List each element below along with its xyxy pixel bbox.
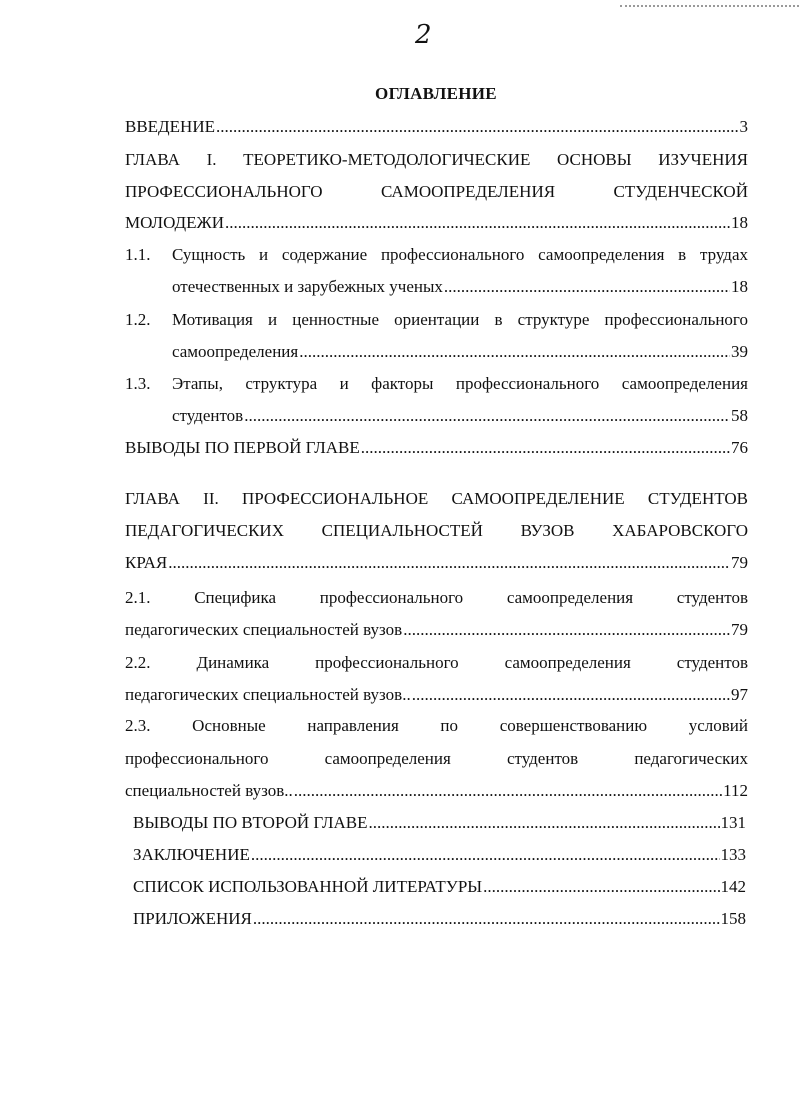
toc-page-number: 18 (731, 277, 748, 296)
toc-entry-text: самоопределения (172, 342, 299, 361)
toc-chapter-1-line2[interactable]: ПРОФЕССИОНАЛЬНОГО САМООПРЕДЕЛЕНИЯ СТУДЕНЧЕСКОЙ (125, 182, 748, 201)
leader-dots (251, 845, 720, 865)
section-number: 1.3. (125, 374, 151, 393)
toc-entry-conclusion[interactable] (133, 845, 746, 865)
toc-entry-text: МОЛОДЕЖИ (125, 213, 224, 232)
toc-entry-appendix[interactable] (133, 909, 746, 929)
toc-entry-text: СПИСОК ИСПОЛЬЗОВАННОЙ ЛИТЕРАТУРЫ (133, 877, 483, 896)
leader-dots (168, 553, 730, 573)
toc-page-number: 39 (731, 342, 748, 361)
toc-chapter-2-line1[interactable]: ГЛАВА II. ПРОФЕССИОНАЛЬНОЕ САМООПРЕДЕЛЕНИЕ СТУДЕНТОВ (125, 489, 748, 508)
toc-section-2-2-line2[interactable] (125, 685, 748, 705)
toc-section-2-1-line1[interactable]: 2.1. Специфика профессионального самоопределения студентов (125, 588, 748, 607)
toc-page-number: 142 (720, 877, 746, 896)
toc-entry-text: КРАЯ (125, 553, 168, 572)
toc-entry-text: ПРИЛОЖЕНИЯ (133, 909, 252, 928)
toc-page-number: 18 (731, 213, 748, 232)
toc-entry-text: ВЫВОДЫ ПО ВТОРОЙ ГЛАВЕ (133, 813, 368, 832)
toc-entry-text: педагогических специальностей вузов.. (125, 685, 411, 704)
toc-chapter-2-line2[interactable]: ПЕДАГОГИЧЕСКИХ СПЕЦИАЛЬНОСТЕЙ ВУЗОВ ХАБАРОВСКОГО (125, 521, 748, 540)
toc-page-number: 133 (720, 845, 746, 864)
section-number: 1.2. (125, 310, 151, 329)
toc-entry-text: специальностей вузов.. (125, 781, 293, 800)
toc-section-1-2-line2[interactable] (172, 342, 748, 362)
toc-entry-conclusions-2[interactable] (133, 813, 746, 833)
toc-page-number: 79 (731, 620, 748, 639)
toc-section-2-3-line2[interactable]: профессионального самоопределения студентов педагогических (125, 749, 748, 768)
toc-chapter-1-line1[interactable]: ГЛАВА I. ТЕОРЕТИКО-МЕТОДОЛОГИЧЕСКИЕ ОСНОВЫ ИЗУЧЕНИЯ (125, 150, 748, 169)
leader-dots (444, 277, 730, 297)
page-title: ОГЛАВЛЕНИЕ (375, 84, 497, 103)
toc-entry-references[interactable] (133, 877, 746, 897)
toc-page-number: 158 (720, 909, 746, 928)
toc-entry-text: ВЫВОДЫ ПО ПЕРВОЙ ГЛАВЕ (125, 438, 360, 457)
handwritten-page-number: 2 (415, 20, 432, 50)
toc-entry-text: ЗАКЛЮЧЕНИЕ (133, 845, 250, 864)
toc-section-1-1-line2[interactable] (172, 277, 748, 297)
toc-entry-text: студентов (172, 406, 244, 425)
leader-dots (403, 620, 730, 640)
leader-dots (225, 213, 730, 233)
toc-chapter-2-line3[interactable] (125, 553, 748, 573)
toc-entry-conclusions-1[interactable] (125, 438, 748, 458)
toc-entry-intro[interactable] (125, 117, 748, 137)
leader-dots (216, 117, 739, 137)
scan-artifact-line (620, 5, 799, 7)
section-number: 1.1. (125, 245, 151, 264)
toc-page-number: 97 (731, 685, 748, 704)
leader-dots (253, 909, 720, 929)
toc-section-2-2-line1[interactable]: 2.2. Динамика профессионального самоопределения студентов (125, 653, 748, 672)
leader-dots (294, 781, 722, 801)
toc-section-1-2-line1[interactable]: Мотивация и ценностные ориентации в структуре профессионального (172, 310, 748, 329)
toc-section-1-3-line1[interactable]: Этапы, структура и факторы профессионального самоопределения (172, 374, 748, 393)
toc-page-number: 3 (739, 117, 748, 136)
toc-section-2-3-line3[interactable] (125, 781, 748, 801)
leader-dots (369, 813, 720, 833)
toc-section-1-1-line1[interactable]: Сущность и содержание профессионального самоопределения в трудах (172, 245, 748, 264)
toc-entry-text: ВВЕДЕНИЕ (125, 117, 215, 136)
leader-dots (412, 685, 730, 705)
toc-page-number: 58 (731, 406, 748, 425)
toc-section-1-3-line2[interactable] (172, 406, 748, 426)
toc-section-2-1-line2[interactable] (125, 620, 748, 640)
leader-dots (361, 438, 730, 458)
leader-dots (483, 877, 719, 897)
toc-chapter-1-line3[interactable] (125, 213, 748, 233)
leader-dots (299, 342, 730, 362)
toc-section-2-3-line1[interactable]: 2.3. Основные направления по совершенствованию условий (125, 716, 748, 735)
leader-dots (244, 406, 730, 426)
toc-page-number: 131 (720, 813, 746, 832)
toc-page-number: 79 (731, 553, 748, 572)
toc-entry-text: педагогических специальностей вузов (125, 620, 403, 639)
toc-entry-text: отечественных и зарубежных ученых (172, 277, 443, 296)
toc-page-number: 112 (723, 781, 748, 800)
toc-page-number: 76 (731, 438, 748, 457)
